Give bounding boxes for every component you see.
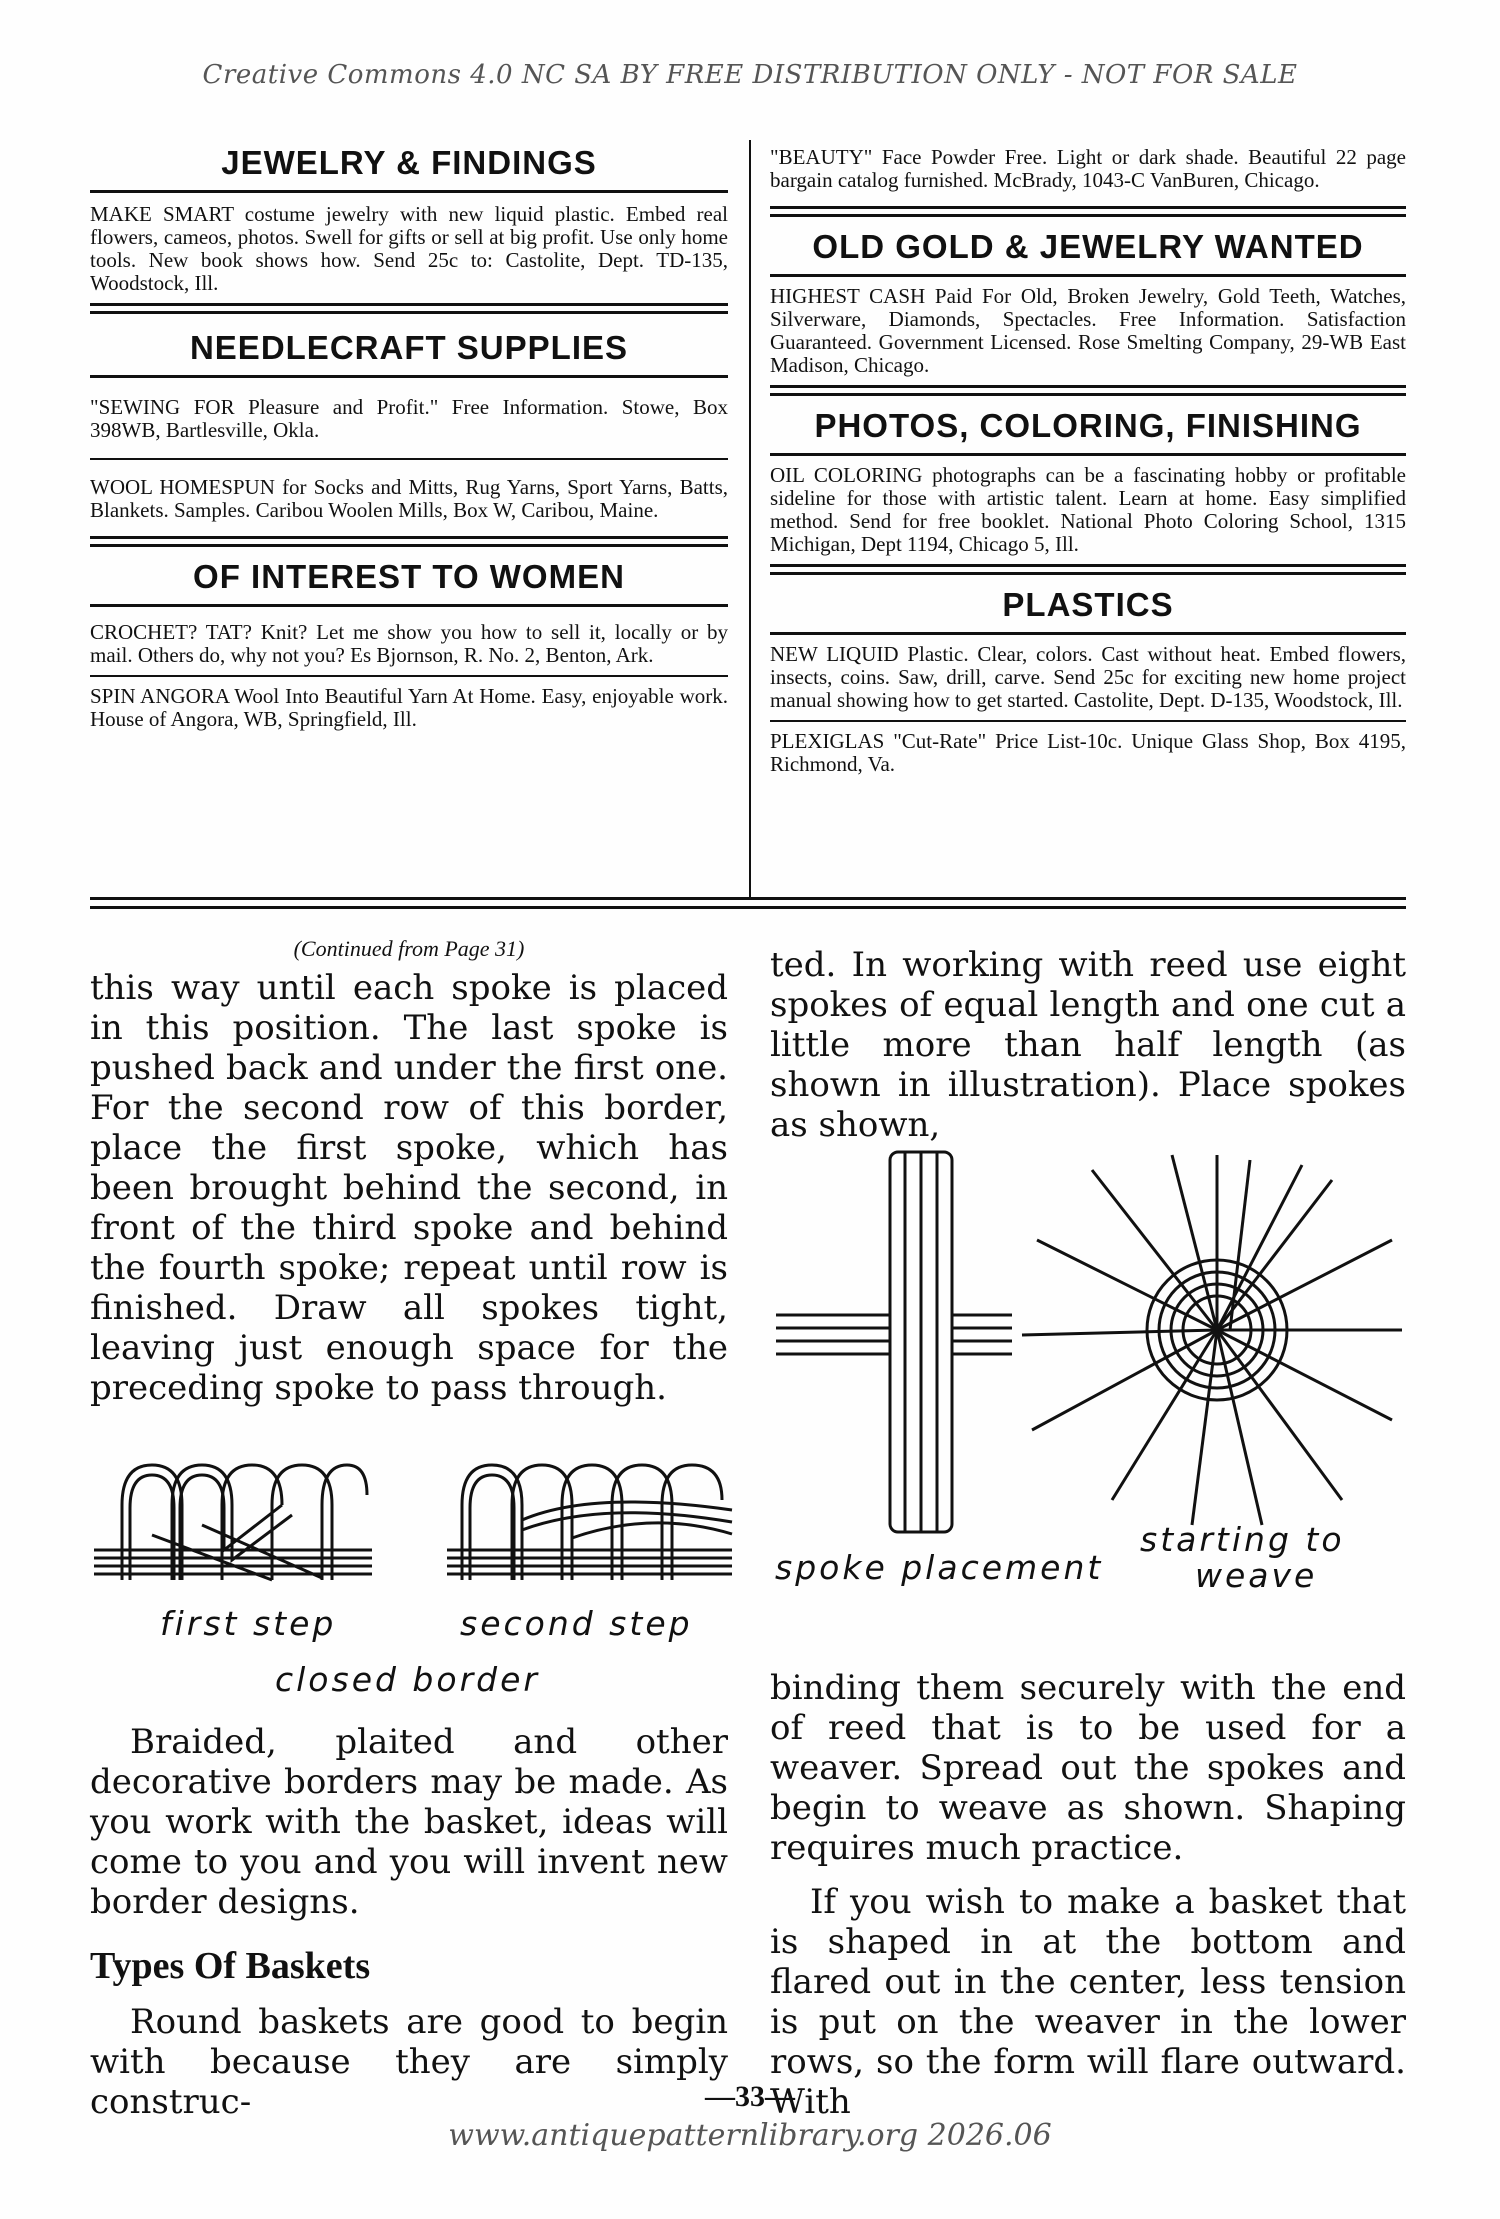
column-divider <box>749 140 751 900</box>
classified-ad: NEW LIQUID Plastic. Clear, colors. Cast without heat. Embed flowers, insects, coins. Saw, drill, carve. Send 25c for exciting new home project manual showing how to get started. Castolite, Dept. D-135, Woodstock, Ill. <box>770 642 1406 712</box>
classified-heading: PLASTICS <box>1002 586 1174 623</box>
classified-heading: PHOTOS, COLORING, FINISHING <box>814 407 1362 444</box>
figure-label: weave <box>1195 1556 1318 1595</box>
classified-heading: OLD GOLD & JEWELRY WANTED <box>812 228 1364 265</box>
article-paragraph: ted. In working with reed use eight spokes of equal length and one cut a little more than half length (as shown in illustration). Place spokes as shown, <box>770 945 1406 1145</box>
article-paragraph: Round baskets are good to begin with because they are simply construc- <box>90 2002 728 2122</box>
classified-heading: OF INTEREST TO WOMEN <box>193 558 625 595</box>
closed-border-illustration <box>92 1450 742 1610</box>
figure-label: first step <box>160 1604 337 1643</box>
classified-ad: CROCHET? TAT? Knit? Let me show you how to sell it, locally or by mail. Others do, why not you? Es Bjornson, R. No. 2, Benton, Ark. <box>90 620 728 667</box>
classified-ad: WOOL HOMESPUN for Socks and Mitts, Rug Yarns, Sport Yarns, Batts, Blankets. Samples. Caribou Woolen Mills, Box W, Caribou, Maine. <box>90 475 728 522</box>
classified-ad: "BEAUTY" Face Powder Free. Light or dark shade. Beautiful 22 page bargain catalog furnished. McBrady, 1043-C VanBuren, Chicago. <box>770 145 1406 192</box>
classified-ad: HIGHEST CASH Paid For Old, Broken Jewelry, Gold Teeth, Watches, Silverware, Diamonds, Spectacles. Free Information. Satisfaction Guaranteed. Government Licensed. Rose Smelting Company, 29-WB East Madison, Chicago. <box>770 284 1406 377</box>
article-paragraph: binding them securely with the end of reed that is to be used for a weaver. Spread out the spokes and begin to weave as shown. Shaping requires much practice. <box>770 1668 1406 1868</box>
section-title: Types Of Baskets <box>90 1945 371 1987</box>
right-classifieds <box>770 146 1406 784</box>
classified-ad: OIL COLORING photographs can be a fascinating hobby or profitable sideline for those with artistic talent. Learn at home. Easy simplified method. Send for free booklet. National Photo Coloring School, 1315 Michigan, Dept 1194, Chicago 5, Ill. <box>770 463 1406 556</box>
article-paragraph: this way until each spoke is placed in this position. The last spoke is pushed back and under the first one. For the second row of this border, place the first spoke, which has been brought behind the second, in front of the third spoke and behind the fourth spoke; repeat until row is finished. Draw all spokes tight, leaving just enough space for the preceding spoke to pass through. <box>90 968 728 1408</box>
classified-ad: MAKE SMART costume jewelry with new liquid plastic. Embed real flowers, cameos, photos. Swell for gifts or sell at big profit. Use only home tools. New book shows how. Send 25c to: Castolite, Dept. TD-135, Woodstock, Ill. <box>90 202 728 295</box>
footer-url: www.antiquepatternlibrary.org 2026.06 <box>448 2118 1052 2153</box>
spoke-illustration <box>772 1140 1412 1540</box>
classified-ad: PLEXIGLAS "Cut-Rate" Price List-10c. Unique Glass Shop, Box 4195, Richmond, Va. <box>770 729 1406 776</box>
figure-label: second step <box>460 1604 693 1643</box>
article-left-column <box>90 936 728 1408</box>
page-number: —33— <box>705 2080 795 2113</box>
article-right-column <box>770 945 1406 1145</box>
article-right-column-lower <box>770 1668 1406 2122</box>
figure-label: spoke placement <box>775 1548 1104 1587</box>
license-banner: Creative Commons 4.0 NC SA BY FREE DISTRIBUTION ONLY - NOT FOR SALE <box>202 60 1298 90</box>
figure-label: starting to <box>1140 1520 1345 1559</box>
classified-heading: JEWELRY & FINDINGS <box>221 144 597 181</box>
continued-note: (Continued from Page 31) <box>293 936 525 961</box>
figure-caption: closed border <box>275 1660 540 1699</box>
classified-ad: SPIN ANGORA Wool Into Beautiful Yarn At Home. Easy, enjoyable work. House of Angora, WB, Springfield, Ill. <box>90 684 728 731</box>
classified-ad: "SEWING FOR Pleasure and Profit." Free Information. Stowe, Box 398WB, Bartlesville, Okla. <box>90 395 728 442</box>
article-paragraph: If you wish to make a basket that is shaped in at the bottom and flared out in the center, less tension is put on the weaver in the lower rows, so the form will flare outward. With <box>770 1882 1406 2122</box>
left-classifieds <box>90 140 728 739</box>
article-paragraph: Braided, plaited and other decorative borders may be made. As you work with the basket, ideas will come to you and you will invent new border designs. <box>90 1722 728 1922</box>
section-divider <box>90 897 1406 909</box>
article-left-column-lower <box>90 1722 728 2122</box>
classified-heading: NEEDLECRAFT SUPPLIES <box>189 329 629 366</box>
